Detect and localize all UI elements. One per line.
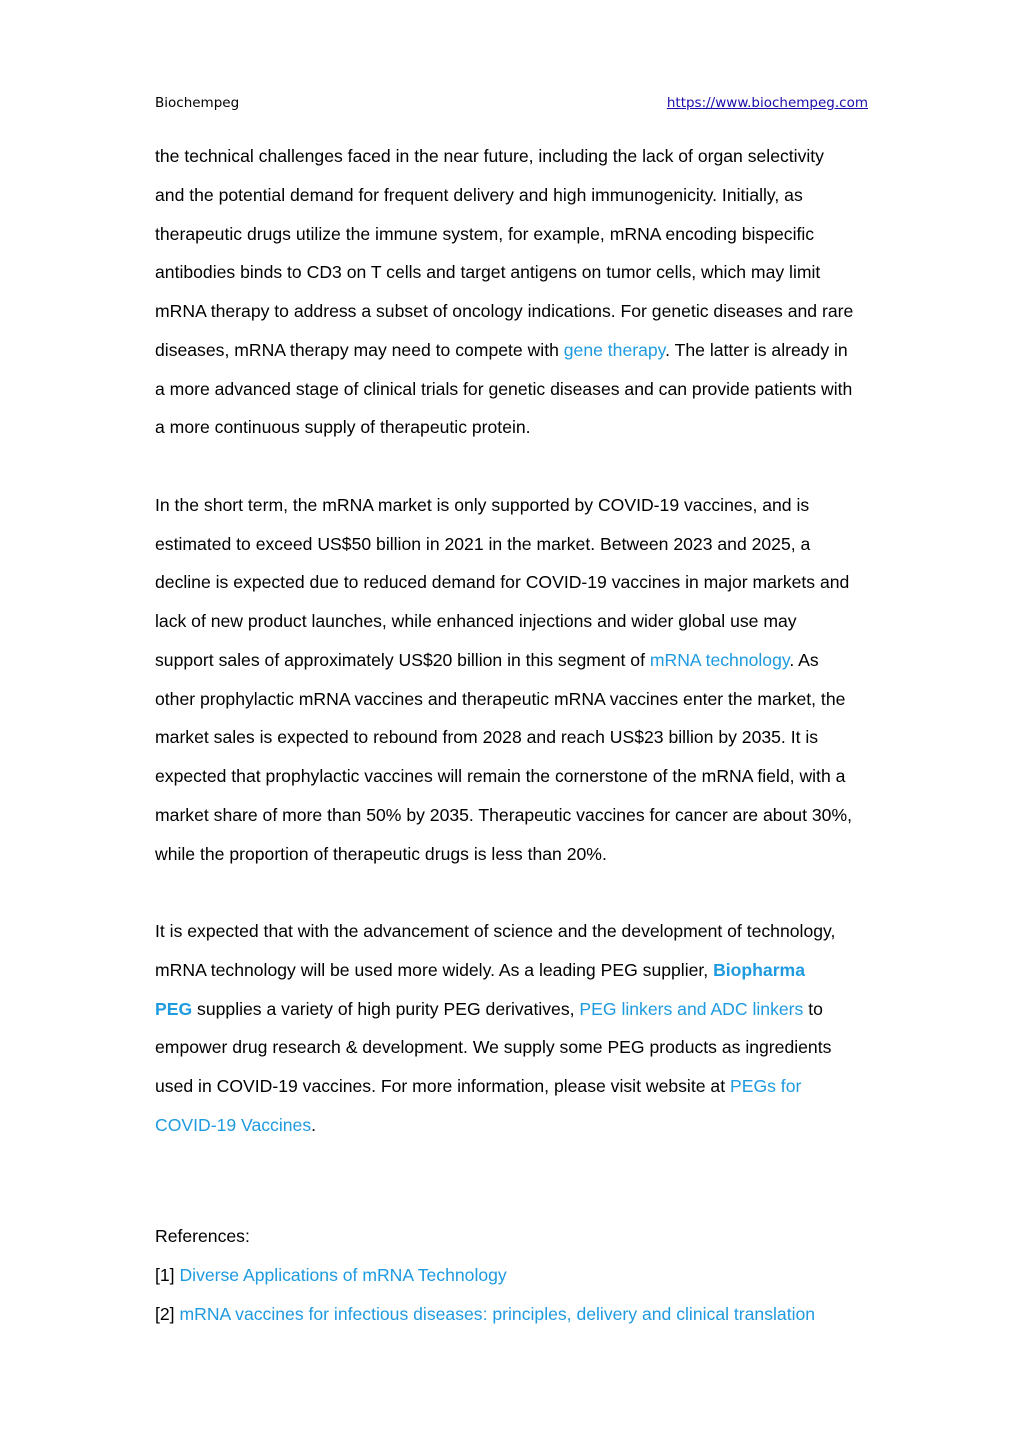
text-line [155,292,869,331]
text-line [155,137,869,176]
text-run: estimated to exceed US$50 billion in 2021 in the market. Between 2023 and 2025, a [155,533,811,554]
text-run: decline is expected due to reduced demand for COVID-19 vaccines in major markets and [155,572,850,593]
text-line [155,1028,869,1067]
text-line [155,680,869,719]
text-run: supplies a variety of high purity PEG derivatives, [192,998,580,1019]
text-line [155,796,869,835]
text-run: used in COVID-19 vaccines. For more information, please visit website at [155,1076,730,1096]
reference-item [155,1295,869,1334]
text-run: diseases, mRNA therapy may need to compete with [155,339,564,360]
reference-item [155,1256,869,1295]
reference-number: [1] [155,1264,180,1285]
text-run: market sales is expected to rebound from 2028 and reach US$23 billion by 2035. It is [155,727,819,748]
paragraph [155,912,869,1145]
text-line [155,1106,869,1145]
paragraph [155,486,869,874]
text-run: market share of more than 50% by 2035. Therapeutic vaccines for cancer are about 30%, [155,804,852,825]
paragraph [155,137,869,447]
text-line [155,563,869,602]
text-line [155,990,869,1029]
inline-link[interactable]: gene therapy [563,339,666,360]
text-line [155,912,869,951]
text-run: support sales of approximately US$20 billion in this segment of [155,649,650,670]
text-run: a more continuous supply of therapeutic protein. [155,417,531,438]
text-run: the technical challenges faced in the near future, including the lack of organ selectivity [155,146,824,166]
header-brand: Biochempeg [155,95,240,111]
text-line [155,370,869,409]
text-run: . The latter is already in [665,339,848,360]
text-line [155,641,869,680]
reference-link[interactable]: Diverse Applications of mRNA Technology [179,1264,507,1285]
text-line [155,331,869,370]
text-line [155,602,869,641]
text-run: a more advanced stage of clinical trials for genetic diseases and can provide patients with [155,378,853,399]
reference-number: [2] [155,1303,180,1324]
article-body [155,137,869,1183]
text-line [155,951,869,990]
text-line [155,408,869,447]
page-header [155,95,868,117]
text-run: empower drug research & development. We supply some PEG products as ingredients [155,1037,832,1058]
text-run: In the short term, the mRNA market is only supported by COVID-19 vaccines, and is [155,494,810,515]
inline-link[interactable]: COVID-19 Vaccines [155,1114,312,1135]
text-run: therapeutic drugs utilize the immune system, for example, mRNA encoding bispecific [155,223,815,244]
text-run: lack of new product launches, while enhanced injections and wider global use may [155,611,797,631]
text-run: mRNA technology will be used more widely. As a leading PEG supplier, [155,959,714,980]
text-run: . As [789,649,819,670]
inline-link[interactable]: PEGs for [729,1076,802,1096]
text-run: while the proportion of therapeutic drugs is less than 20%. [155,843,607,864]
inline-link[interactable]: PEG linkers and ADC linkers [579,998,804,1019]
text-run: . [311,1114,317,1135]
text-line [155,253,869,292]
header-url-link[interactable]: https://www.biochempeg.com [666,95,868,111]
text-line [155,215,869,254]
text-run: mRNA therapy to address a subset of oncology indications. For genetic diseases and rare [155,301,854,321]
text-line [155,525,869,564]
reference-link[interactable]: mRNA vaccines for infectious diseases: principles, delivery and clinical translation [179,1303,816,1324]
text-line [155,718,869,757]
text-run: to [803,998,823,1019]
text-line [155,1067,869,1106]
text-line [155,835,869,874]
references-heading: References: [155,1226,250,1246]
references [155,1217,869,1333]
text-run: expected that prophylactic vaccines will remain the cornerstone of the mRNA field, with a [155,766,846,786]
inline-bold-link[interactable]: Biopharma [713,959,805,980]
text-run: other prophylactic mRNA vaccines and therapeutic mRNA vaccines enter the market, the [155,688,846,709]
text-line [155,176,869,215]
text-run: antibodies binds to CD3 on T cells and target antigens on tumor cells, which may limit [155,262,821,283]
text-line [155,486,869,525]
text-run: It is expected that with the advancement of science and the development of technology, [155,921,836,941]
inline-link[interactable]: mRNA technology [649,649,790,670]
text-line [155,757,869,796]
text-run: and the potential demand for frequent delivery and high immunogenicity. Initially, as [155,184,803,205]
inline-bold-link[interactable]: PEG [155,998,193,1019]
